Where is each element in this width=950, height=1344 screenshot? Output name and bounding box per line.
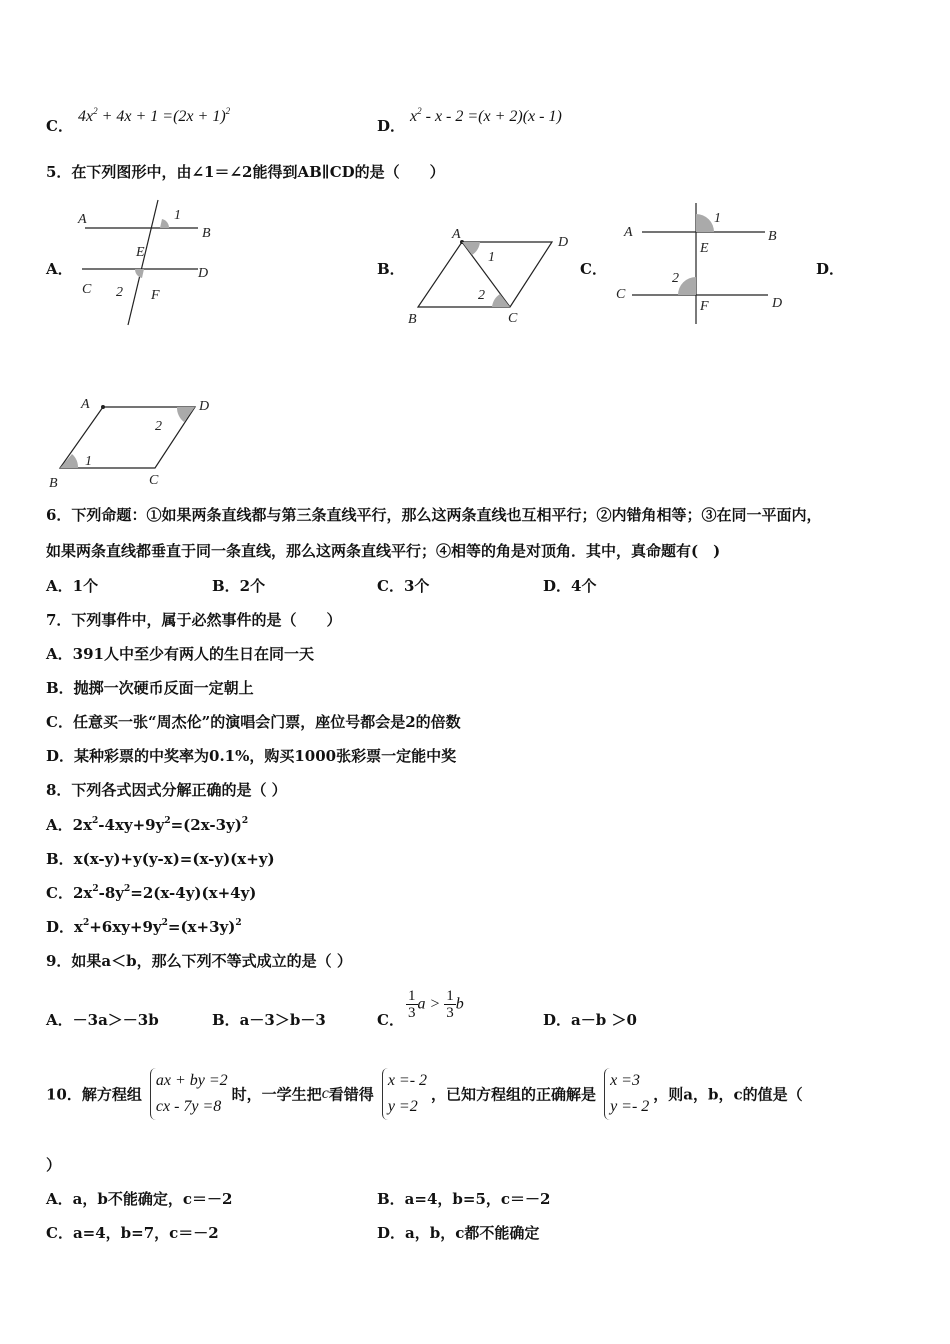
q5-figure-a <box>70 195 230 330</box>
q9-option-d: D．a－b ＞0 <box>543 1011 637 1029</box>
fig-b-label-a: A <box>452 227 461 242</box>
q4-option-d-label: D． <box>377 117 406 135</box>
q6-option-a: A．1个 <box>46 577 99 595</box>
q6-option-c: C．3个 <box>377 577 430 595</box>
q5-label-b: B． <box>377 260 405 278</box>
q8-option-a: A．$2x^2-4xy+9y^2=(2x-3y)^2$ <box>46 816 249 834</box>
fig-d-label-d: D <box>199 399 210 414</box>
fig-a-angle-1: 1 <box>174 208 181 223</box>
fig-c-label-d: D <box>772 296 783 311</box>
fig-c-angle-2: 2 <box>672 271 679 286</box>
q9-option-b: B．a－3＞b－3 <box>212 1011 326 1029</box>
fig-a-angle-2: 2 <box>116 285 123 300</box>
fig-c-label-a: A <box>624 225 633 240</box>
q9-option-c-label: C． <box>377 1011 404 1029</box>
q6-stem-line2: 如果两条直线都垂直于同一条直线，那么这两条直线平行；④相等的角是对顶角．其中，真命题有( ) <box>46 542 721 560</box>
q6-option-b: B．2个 <box>212 577 266 595</box>
fig-b-label-c: C <box>508 311 518 326</box>
q9-option-a: A．－3a＞－3b <box>46 1011 159 1029</box>
q7-option-d: D．某种彩票的中奖率为0.1%，购买1000张彩票一定能中奖 <box>46 747 457 765</box>
fig-a-label-e: E <box>136 245 145 260</box>
fig-d-label-a: A <box>81 397 90 412</box>
q4-option-c-label: C． <box>46 117 73 135</box>
q10-close-paren: ） <box>46 1156 62 1174</box>
q8-stem: 8．下列各式因式分解正确的是（ ） <box>46 781 287 799</box>
q7-option-a: A．391人中至少有两人的生日在同一天 <box>46 645 314 663</box>
fig-d-label-b: B <box>49 476 58 491</box>
q10-stem: 10．解方程组 ax + by =2 cx - 7y =8 时，一学生把c看错得 x =- 2 y =2 ，已知方程组的正确解是 x =3 y =- 2 ，则a，b，c的值是（ <box>46 1068 803 1120</box>
q10-option-d: D．a，b，c都不能确定 <box>377 1224 540 1242</box>
q5-figure-d <box>45 392 225 492</box>
q10-system-2: x =- 2 y =2 <box>382 1068 427 1120</box>
fig-c-label-e: E <box>700 241 709 256</box>
q6-option-d: D．4个 <box>543 577 597 595</box>
q9-option-c-expr: $\frac{1}{3}$ a > $\frac{1}{3}$ b <box>408 988 464 1021</box>
q10-system-3: x =3 y =- 2 <box>604 1068 649 1120</box>
fig-d-angle-2: 2 <box>155 419 162 434</box>
q5-figure-b <box>400 222 575 332</box>
q5-figure-c <box>610 198 790 328</box>
q7-stem: 7．下列事件中，属于必然事件的是（ ） <box>46 611 342 629</box>
q10-option-c: C．a=4，b=7，c＝－2 <box>46 1224 219 1242</box>
fig-a-label-a: A <box>78 212 87 227</box>
fig-d-label-c: C <box>149 473 159 488</box>
q8-option-b: B．x(x-y)+y(y-x)=(x-y)(x+y) <box>46 850 275 868</box>
fig-b-angle-2: 2 <box>478 288 485 303</box>
q4-option-d-expr: $x^2 - x - 2 =(x + 2)(x - 1)$ <box>410 106 562 125</box>
fig-b-angle-1: 1 <box>488 250 495 265</box>
fig-c-label-b: B <box>768 229 777 244</box>
fig-a-label-c: C <box>82 282 92 297</box>
fig-c-label-f: F <box>700 299 709 314</box>
fig-b-label-d: D <box>558 235 569 250</box>
q5-label-a: A． <box>46 260 73 278</box>
q8-option-c: C．$2x^2-8y^2=2(x-4y)(x+4y)$ <box>46 884 257 902</box>
fig-a-label-f: F <box>151 288 160 303</box>
q10-option-a: A．a，b不能确定，c＝－2 <box>46 1190 233 1208</box>
q5-label-c: C． <box>580 260 607 278</box>
fig-a-label-b: B <box>202 226 211 241</box>
q9-stem: 9．如果a＜b，那么下列不等式成立的是（ ） <box>46 952 352 970</box>
fig-c-label-c: C <box>616 287 626 302</box>
q4-option-c-expr: $4x^2 + 4x + 1 =(2x + 1)^2$ <box>78 106 231 125</box>
q5-label-d: D． <box>816 260 845 278</box>
q5-stem: 5．在下列图形中，由∠1＝∠2能得到AB∥CD的是（ ） <box>46 163 445 181</box>
q10-system-1: ax + by =2 cx - 7y =8 <box>150 1068 228 1120</box>
fig-b-label-b: B <box>408 312 417 327</box>
q6-stem-line1: 6．下列命题：①如果两条直线都与第三条直线平行，那么这两条直线也互相平行；②内错角相等；③在同一平面内， <box>46 506 822 524</box>
q8-option-d: D．$x^2+6xy+9y^2=(x+3y)^2$ <box>46 918 242 936</box>
fig-a-label-d: D <box>198 266 209 281</box>
fig-c-angle-1: 1 <box>714 211 721 226</box>
fig-d-angle-1: 1 <box>85 454 92 469</box>
q10-option-b: B．a=4，b=5，c＝－2 <box>377 1190 551 1208</box>
q7-option-b: B．抛掷一次硬币反面一定朝上 <box>46 679 254 697</box>
q7-option-c: C．任意买一张“周杰伦”的演唱会门票，座位号都会是2的倍数 <box>46 713 461 731</box>
